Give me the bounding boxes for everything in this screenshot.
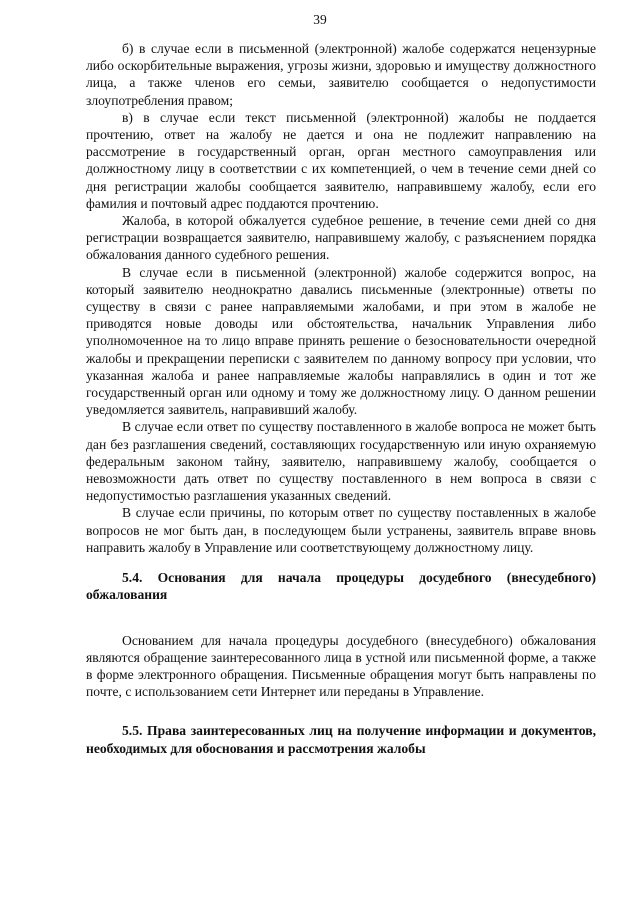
paragraph-repeated-question: В случае если в письменной (электронной) жалобе содержится вопрос, на который заявителю неоднократно давались письменные (электронные) ответы по существу в связи с ранее направляемыми жалобами, и при этом в жалобе не приводятся новые доводы или обстоятельства, начальник Управления либо уполномоченное на то лицо вправе принять решение о безосновательности очередной жалобы и прекращении переписки с заявителем по данному вопросу при условии, что указанная жалоба и ранее направляемые жалобы направлялись в один и тот же государственный орган или одному и тому же должностному лицу. О данном решении уведомляется заявитель, направивший жалобу. (86, 264, 596, 418)
paragraph-v: в) в случае если текст письменной (электронной) жалобы не поддается прочтению, ответ на жалобу не дается и она не подлежит направлению на рассмотрение в государственный орган, орган местного самоуправления или должностному лицу в соответствии с их компетенцией, о чем в течение семи дней со дня регистрации жалобы сообщается заявителю, направившему жалобу, если его фамилия и почтовый адрес поддаются прочтению. (86, 109, 596, 211)
section-heading-5-4: 5.4. Основания для начала процедуры досудебного (внесудебного) обжалования (86, 570, 596, 603)
paragraph-b: б) в случае если в письменной (электронной) жалобе содержатся нецензурные либо оскорбительные выражения, угрозы жизни, здоровью и имуществу должностного лица, а также членов его семьи, заявителю сообщается о недопустимости злоупотребления правом; (86, 41, 596, 108)
paragraph-reasons-eliminated: В случае если причины, по которым ответ по существу поставленных в жалобе вопросов не мог быть дан, в последующем были устранены, заявитель вправе вновь направить жалобу в Управление или соответствующему должностному лицу. (86, 505, 596, 555)
paragraph-grounds: Основанием для начала процедуры досудебного (внесудебного) обжалования являются обращение заинтересованного лица в устной или письменной форме, а также в форме электронного обращения. Письменные обращения могут быть направлены по почте, с использованием сети Интернет или переданы в Управление. (86, 632, 596, 700)
page-number: 39 (313, 12, 327, 27)
section-heading-5-5: 5.5. Права заинтересованных лиц на получение информации и документов, необходимых для обоснования и рассмотрения жалобы (86, 723, 596, 756)
paragraph-court-decision: Жалоба, в которой обжалуется судебное решение, в течение семи дней со дня регистрации возвращается заявителю, направившему жалобу, с разъяснением порядка обжалования данного судебного решения. (86, 213, 596, 263)
document-body (86, 40, 596, 757)
paragraph-secret-info: В случае если ответ по существу поставленного в жалобе вопроса не может быть дан без разглашения сведений, составляющих государственную или иную охраняемую федеральным законом тайну, заявителю, направившему жалобу, сообщается о невозможности дать ответ по существу поставленного в нем вопроса в связи с недопустимостью разглашения указанных сведений. (86, 419, 596, 504)
